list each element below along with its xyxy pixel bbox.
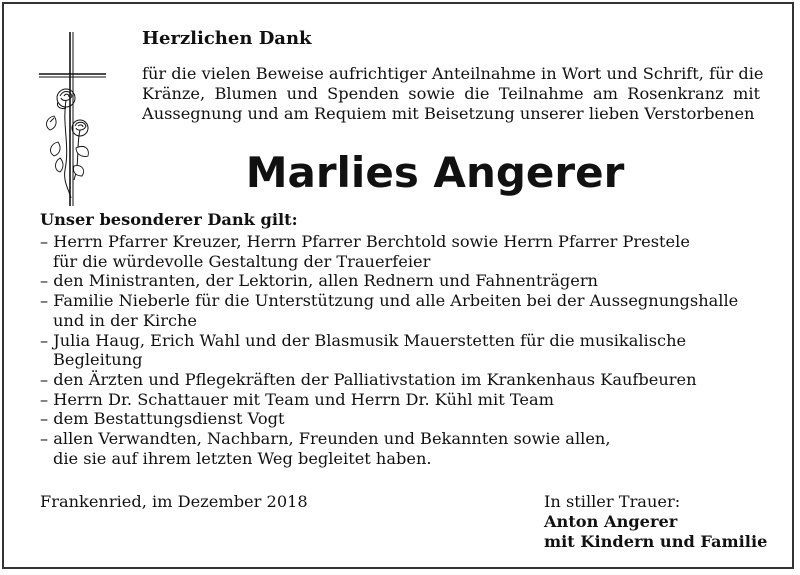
intro-line: für die vielen Beweise aufrichtiger Anteilnahme in Wort und Schrift, für die <box>142 64 764 83</box>
list-item <box>40 409 760 429</box>
mourning-block <box>544 492 767 552</box>
signer-family: mit Kindern und Familie <box>544 532 768 551</box>
heading: Herzlichen Dank <box>142 28 312 49</box>
list-item-continuation: für die würdevolle Gestaltung der Trauerfeier <box>53 251 431 271</box>
list-item-line: – Familie Nieberle für die Unterstützung und alle Arbeiten bei der Aussegnungshalle <box>40 291 739 311</box>
list-item-line: – allen Verwandten, Nachbarn, Freunden und Bekannten sowie allen, <box>40 429 611 449</box>
intro-line: Kränze, Blumen und Spenden sowie die Teilnahme am Rosenkranz mit <box>142 84 760 103</box>
list-item <box>40 331 760 370</box>
list-item <box>40 390 760 410</box>
thanks-title: Unser besonderer Dank gilt: <box>40 210 298 229</box>
list-item-continuation: und in der Kirche <box>53 310 198 330</box>
list-item-continuation: Begleitung <box>53 350 143 370</box>
thanks-list <box>40 232 760 468</box>
list-item <box>40 291 760 330</box>
intro-line: Aussegnung und am Requiem mit Beisetzung unserer lieben Verstorbenen <box>142 104 755 123</box>
list-item <box>40 271 760 291</box>
list-item-continuation: die sie auf ihrem letzten Weg begleitet haben. <box>53 448 432 468</box>
list-item-line: – Herrn Dr. Schattauer mit Team und Herrn Dr. Kühl mit Team <box>40 389 554 409</box>
deceased-name: Marlies Angerer <box>245 148 625 197</box>
list-item <box>40 232 760 271</box>
place-date: Frankenried, im Dezember 2018 <box>40 492 308 511</box>
list-item-line: – Julia Haug, Erich Wahl und der Blasmusik Mauerstetten für die musikalische <box>40 330 687 350</box>
list-item-line: – dem Bestattungsdienst Vogt <box>40 409 285 429</box>
list-item-line: – den Ministranten, der Lektorin, allen Rednern und Fahnenträgern <box>40 271 598 291</box>
list-item-line: – Herrn Pfarrer Kreuzer, Herrn Pfarrer Berchtold sowie Herrn Pfarrer Prestele <box>40 232 690 251</box>
list-item <box>40 370 760 390</box>
mourning-label: In stiller Trauer: <box>544 492 681 511</box>
signer-name: Anton Angerer <box>544 512 678 531</box>
list-item-line: – den Ärzten und Pflegekräften der Palliativstation im Krankenhaus Kaufbeuren <box>40 369 697 389</box>
intro-text <box>142 64 764 124</box>
list-item <box>40 429 760 468</box>
